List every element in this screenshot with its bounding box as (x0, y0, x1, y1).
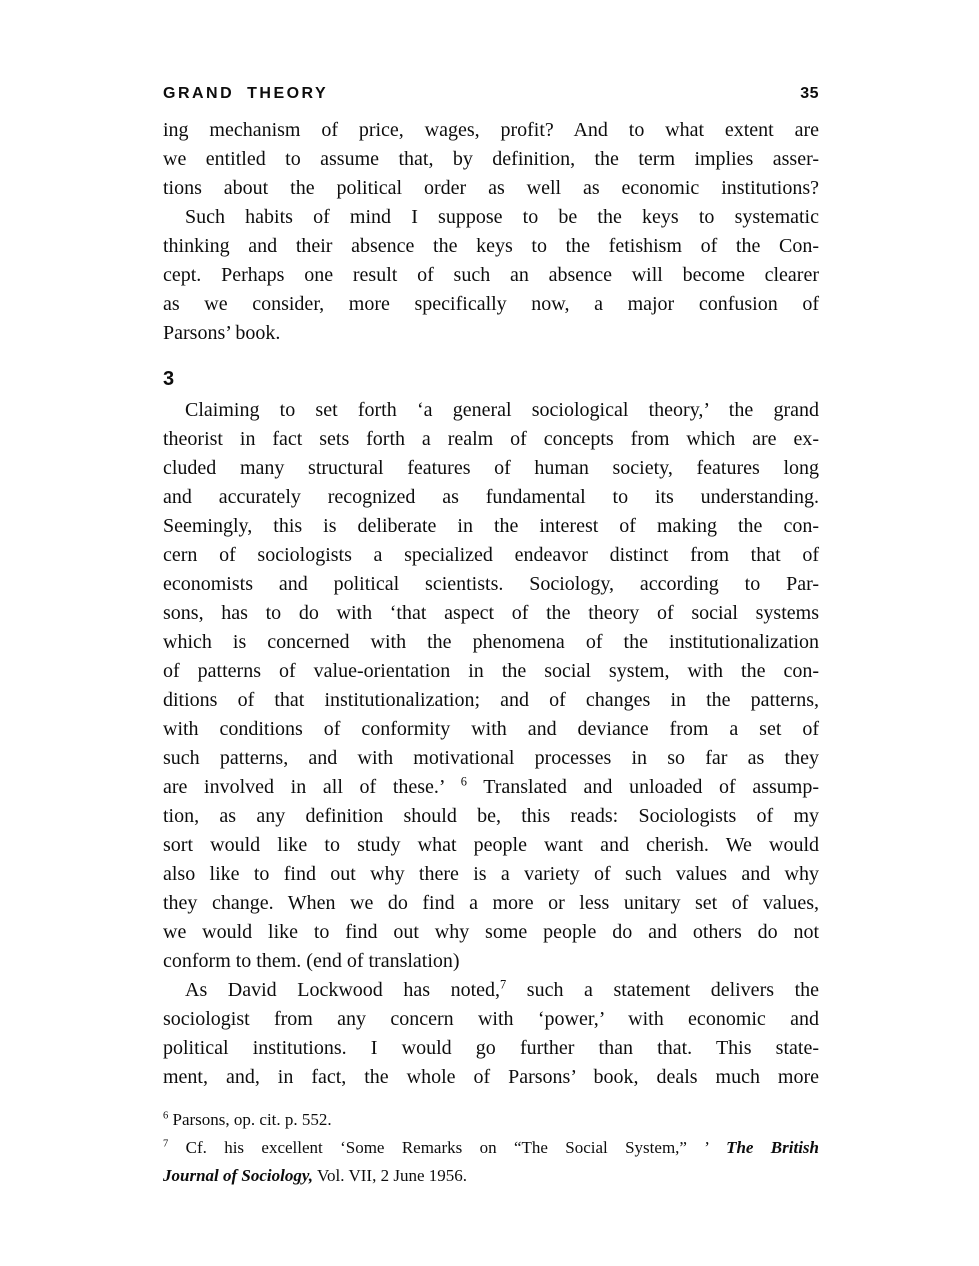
text-segment: cern of sociologists a specialized endeavor distinct from that of (163, 544, 819, 566)
text-segment: ing mechanism of price, wages, profit? And to what extent are (163, 119, 819, 141)
text-line (163, 1106, 819, 1134)
text-segment: Parsons’ book. (163, 322, 281, 344)
text-line (163, 918, 819, 947)
footnotes (163, 1106, 819, 1190)
chapter-title: GRAND THEORY (163, 85, 329, 102)
text-line (163, 454, 819, 483)
footnote-marker: 7 (163, 1138, 169, 1150)
text-segment: ment, and, in fact, the whole of Parsons’ book, deals much more (163, 1066, 819, 1088)
text-line (163, 1063, 819, 1092)
text-line (163, 1005, 819, 1034)
text-segment: Vol. VII, 2 June 1956. (313, 1166, 467, 1185)
text-segment: of patterns of value-orientation in the social system, with the con- (163, 660, 819, 682)
text-line (163, 541, 819, 570)
text-line (163, 831, 819, 860)
text-segment: such a statement delivers the (506, 979, 820, 1001)
text-segment: tion, as any definition should be, this reads: Sociologists of my (163, 805, 819, 827)
text-segment: conform to them. (end of translation) (163, 950, 460, 972)
text-line (163, 860, 819, 889)
text-line (163, 686, 819, 715)
footnote-6 (163, 1106, 819, 1134)
text-segment: cluded many structural features of human society, features long (163, 457, 819, 479)
text-segment: also like to find out why there is a variety of such values and why (163, 863, 819, 885)
text-segment: and accurately recognized as fundamental to its understanding. (163, 486, 819, 508)
italic-text: Journal of Sociology, (163, 1166, 314, 1185)
italic-text: The British (726, 1138, 819, 1157)
text-segment: such patterns, and with motivational processes in so far as they (163, 747, 819, 769)
text-segment: Translated and unloaded of assump- (466, 776, 819, 798)
text-segment: ditions of that institutionalization; and of changes in the patterns, (163, 689, 819, 711)
text-line (163, 1134, 819, 1162)
text-segment: we would like to find out why some people do and others do not (163, 921, 819, 943)
text-line (163, 1034, 819, 1063)
paragraph-continuation (163, 116, 819, 203)
text-segment: with conditions of conformity with and deviance from a set of (163, 718, 819, 740)
text-line (163, 976, 819, 1005)
text-segment: sociologist from any concern with ‘power,’ with economic and (163, 1008, 819, 1030)
text-segment: we entitled to assume that, by definition, the term implies asser- (163, 148, 819, 170)
text-line (163, 1162, 819, 1190)
paragraph-such-habits (163, 203, 819, 348)
text-segment: economists and political scientists. Sociology, according to Par- (163, 573, 819, 595)
text-line (163, 261, 819, 290)
text-line (163, 174, 819, 203)
text-line (163, 715, 819, 744)
text-line (163, 628, 819, 657)
text-segment: sort would like to study what people want and cherish. We would (163, 834, 819, 856)
text-line (163, 232, 819, 261)
text-line (163, 319, 819, 348)
text-segment: are involved in all of these.’ (163, 776, 461, 798)
body-text (163, 116, 819, 1092)
text-segment: Such habits of mind I suppose to be the keys to systematic (185, 206, 819, 228)
page-content (163, 84, 819, 1190)
text-line (163, 396, 819, 425)
paragraph-lockwood (163, 976, 819, 1092)
paragraph-claiming (163, 396, 819, 976)
text-line (163, 203, 819, 232)
text-line (163, 947, 819, 976)
text-line (163, 116, 819, 145)
text-line (163, 145, 819, 174)
text-segment: theorist in fact sets forth a realm of concepts from which are ex- (163, 428, 819, 450)
text-segment: Seemingly, this is deliberate in the interest of making the con- (163, 515, 819, 537)
text-segment: Cf. his excellent ‘Some Remarks on “The Social System,” ’ (168, 1138, 727, 1157)
text-segment: which is concerned with the phenomena of the institutionalization (163, 631, 819, 653)
text-line (163, 657, 819, 686)
footnote-marker: 6 (460, 774, 467, 789)
section-number: 3 (163, 368, 175, 390)
text-segment: cept. Perhaps one result of such an absence will become clearer (163, 264, 819, 286)
text-segment: sons, has to do with ‘that aspect of the theory of social systems (163, 602, 819, 624)
text-line (163, 889, 819, 918)
text-segment: tions about the political order as well as economic institutions? (163, 177, 819, 199)
text-line (163, 802, 819, 831)
footnote-7 (163, 1134, 819, 1190)
text-segment: Parsons, op. cit. p. 552. (168, 1110, 332, 1129)
text-line (163, 512, 819, 541)
footnote-marker: 6 (163, 1110, 169, 1122)
text-line (163, 744, 819, 773)
footnote-marker: 7 (500, 977, 507, 992)
text-line (163, 290, 819, 319)
text-line (163, 425, 819, 454)
text-line (163, 570, 819, 599)
text-segment: thinking and their absence the keys to the fetishism of the Con- (163, 235, 819, 257)
text-line (163, 773, 819, 802)
text-segment: political institutions. I would go further than that. This state- (163, 1037, 819, 1059)
text-segment: Claiming to set forth ‘a general sociological theory,’ the grand (185, 399, 819, 421)
text-line (163, 483, 819, 512)
text-segment: as we consider, more specifically now, a major confusion of (163, 293, 819, 315)
page-number: 35 (800, 85, 819, 102)
running-head (163, 84, 819, 103)
text-segment: As David Lockwood has noted, (185, 979, 501, 1001)
text-segment: they change. When we do find a more or less unitary set of values, (163, 892, 819, 914)
text-line (163, 599, 819, 628)
